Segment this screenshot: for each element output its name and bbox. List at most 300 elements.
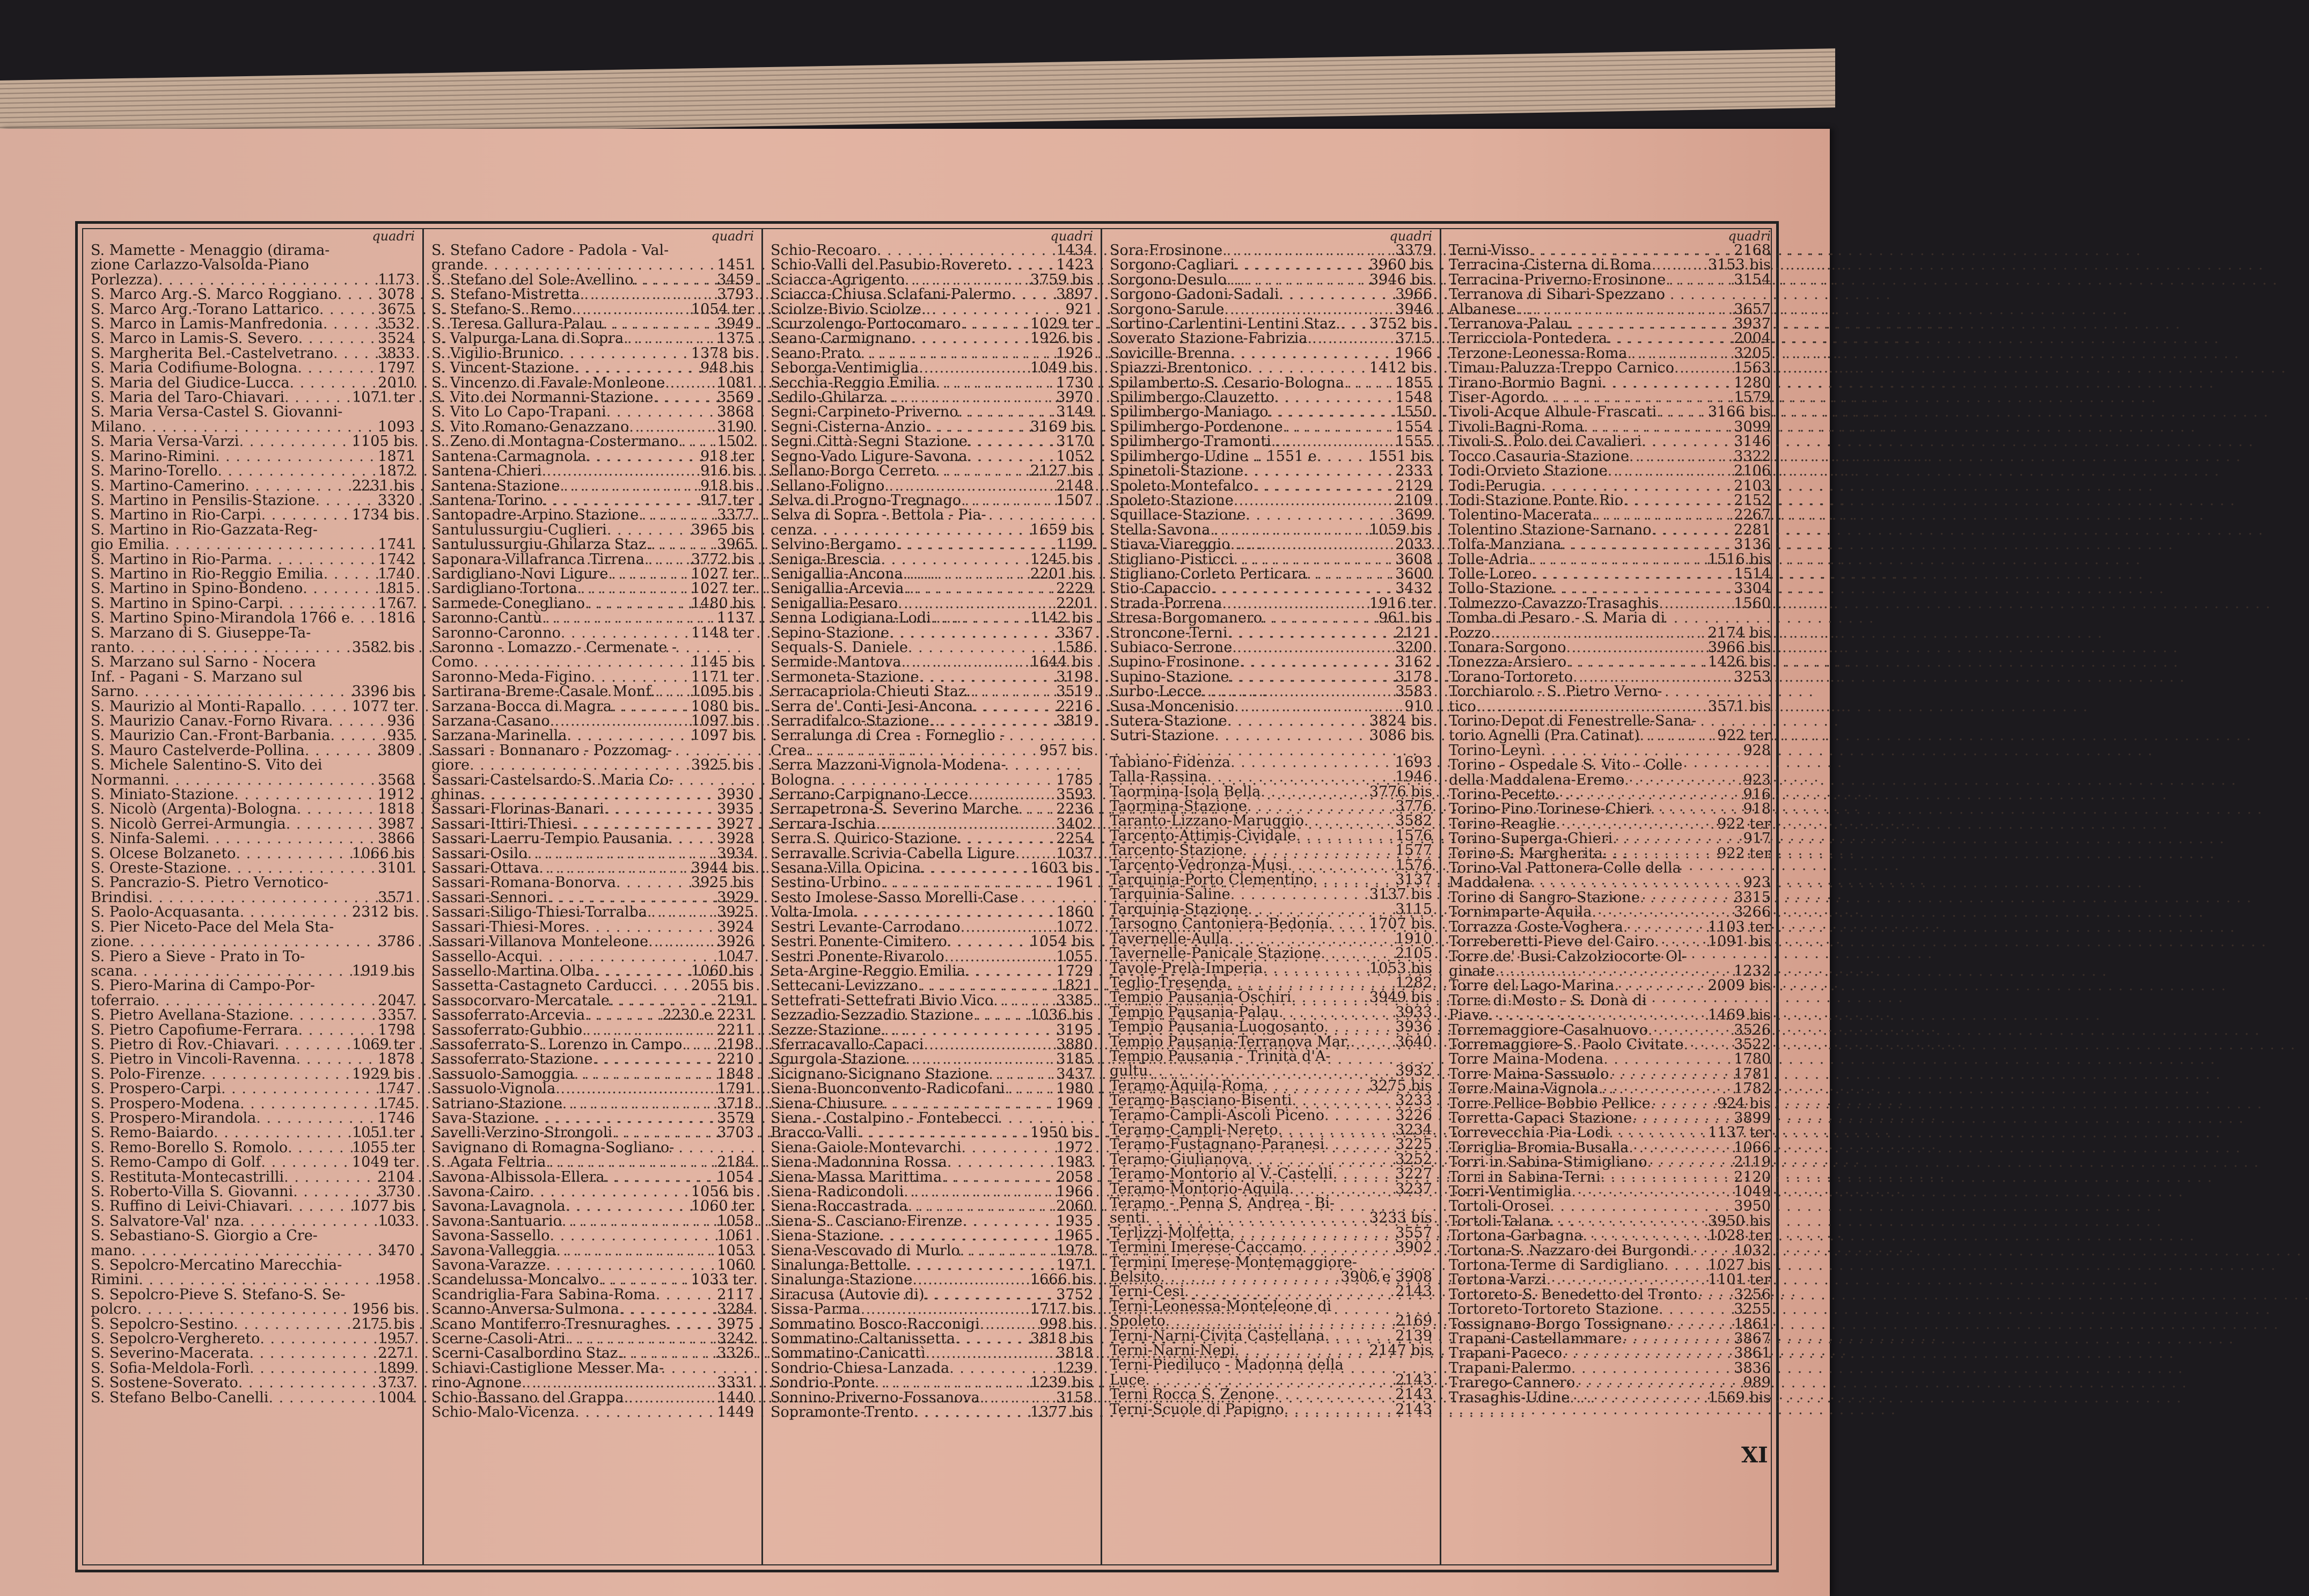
index-entry xyxy=(771,905,1093,919)
index-entry xyxy=(431,684,754,699)
leader-dots xyxy=(288,1199,350,1213)
index-entry xyxy=(1110,1064,1432,1078)
route-name: S. Stefano-Mistretta xyxy=(431,286,580,303)
index-entry xyxy=(1110,1373,1432,1387)
index-entry xyxy=(1110,1402,1432,1417)
leader-dots xyxy=(530,1184,689,1199)
map-square-number: 2106 xyxy=(1734,463,1771,480)
index-entry xyxy=(771,596,1093,611)
leader-dots xyxy=(1230,1226,1394,1240)
route-name: Sassari-Osilo xyxy=(431,845,527,862)
route-name: S. Nicolò Gerrei-Armungia xyxy=(91,815,286,832)
map-square-number: 3571 bis xyxy=(1707,698,1771,715)
route-name: Sciolze-Bivio Sciolze xyxy=(771,301,922,318)
leader-dots xyxy=(980,1390,1054,1405)
index-entry xyxy=(431,949,754,964)
map-square-number: 1971 xyxy=(1056,1257,1093,1274)
map-square-number: 3593 xyxy=(1056,786,1093,803)
leader-dots xyxy=(1656,405,1706,419)
map-square-number: 3326 xyxy=(717,1345,754,1362)
route-name: Savona-Sassello xyxy=(431,1227,550,1244)
route-name: Sgurgola-Stazione xyxy=(771,1051,906,1068)
index-entry xyxy=(771,1243,1093,1258)
route-name: Torre del Lago-Marina xyxy=(1449,977,1615,994)
leader-dots xyxy=(606,405,715,419)
route-name: Senigallia-Ancona xyxy=(771,565,903,582)
index-entry xyxy=(1110,1049,1432,1064)
leader-dots xyxy=(133,964,350,978)
leader-dots xyxy=(904,581,1054,596)
map-square-number: 3149 xyxy=(1056,404,1093,421)
leader-dots xyxy=(973,699,1054,714)
map-square-number: 3752 xyxy=(1056,1286,1093,1303)
index-entry xyxy=(1449,1111,1771,1125)
route-name: S. Marzano sul Sarno - Nocera xyxy=(91,654,316,671)
leader-dots xyxy=(1562,537,1732,552)
map-square-number: 2184 xyxy=(717,1154,754,1171)
map-square-number: 1972 xyxy=(1056,1139,1093,1156)
map-square-number: 3253 xyxy=(1734,668,1771,685)
route-name: Trasaghis-Udine xyxy=(1449,1389,1570,1406)
route-name: Tarcento-Stazione xyxy=(1110,842,1243,859)
map-square-number: 1054 ter xyxy=(691,301,754,318)
index-entry xyxy=(1449,376,1771,390)
map-square-number: 1871 xyxy=(378,448,415,465)
index-column-1 xyxy=(83,229,422,1564)
map-square-number: 2312 bis xyxy=(351,904,415,921)
index-entry xyxy=(1110,390,1432,405)
index-entry xyxy=(91,434,415,449)
map-square-number: 1659 bis xyxy=(1030,521,1093,538)
leader-dots xyxy=(1614,978,1705,993)
map-square-number: 3965 bis xyxy=(691,521,754,538)
index-entry xyxy=(431,743,754,758)
index-entry xyxy=(91,655,415,669)
leader-dots xyxy=(884,479,1054,493)
index-entry xyxy=(1110,1005,1432,1020)
leader-dots xyxy=(963,1214,1054,1228)
map-square-number: 922 ter xyxy=(1717,845,1771,862)
leader-dots xyxy=(968,787,1054,802)
route-name: Sommatino-Canicattì xyxy=(771,1345,926,1362)
route-name: Stresa-Borgomanero xyxy=(1110,610,1263,627)
index-entry xyxy=(431,964,754,978)
map-square-number: 910 xyxy=(1404,698,1432,715)
leader-dots xyxy=(1592,905,1732,919)
leader-dots xyxy=(522,1375,715,1390)
map-square-number: 3936 xyxy=(1395,1019,1432,1036)
route-name: Schio-Bassano del Grappa xyxy=(431,1389,624,1406)
map-square-number: 2120 xyxy=(1734,1168,1771,1185)
leader-dots xyxy=(205,831,376,846)
map-square-number: 3759 bis xyxy=(1030,271,1093,288)
index-entry xyxy=(1449,787,1771,802)
route-name: Tempio Pausania-Terranova Mar. xyxy=(1110,1033,1351,1050)
leader-dots xyxy=(908,1199,1054,1213)
leader-dots xyxy=(546,1155,715,1169)
leader-dots xyxy=(1321,946,1393,961)
route-name: Torre Maina-Vignola xyxy=(1449,1080,1599,1097)
map-square-number: 1741 xyxy=(378,536,415,553)
map-square-number: 3200 xyxy=(1395,639,1432,656)
route-name: Teramo - Penna S. Andrea - Bi- xyxy=(1110,1195,1335,1212)
map-square-number: 3459 xyxy=(717,271,754,288)
index-entry xyxy=(771,846,1093,861)
map-square-number: 1926 bis xyxy=(1030,330,1093,347)
route-name: Torchiarolo - S. Pietro Verno- xyxy=(1449,683,1662,700)
index-entry xyxy=(91,1096,415,1111)
leader-dots xyxy=(1262,611,1376,625)
index-entry xyxy=(1110,1108,1432,1123)
index-entry xyxy=(431,464,754,478)
leader-dots xyxy=(1489,1008,1706,1022)
route-name: Seano-Prato xyxy=(771,345,861,362)
leader-dots xyxy=(965,964,1054,978)
index-entry xyxy=(1449,243,1771,258)
leader-dots xyxy=(1227,976,1393,990)
index-entry xyxy=(1110,843,1432,858)
index-entry xyxy=(1110,420,1432,434)
index-entry xyxy=(771,1199,1093,1213)
leader-dots xyxy=(1651,1096,1715,1111)
index-entry xyxy=(1449,949,1771,964)
route-name: Santena-Stazione xyxy=(431,477,560,494)
index-entry xyxy=(431,1405,754,1419)
route-name: Tortoreto-S. Benedetto del Tronto xyxy=(1449,1286,1698,1303)
index-entry xyxy=(1449,479,1771,493)
index-entry xyxy=(1110,331,1432,346)
route-name: Teramo-Giulianova xyxy=(1110,1151,1248,1168)
index-entry xyxy=(771,581,1093,596)
leader-dots xyxy=(575,1405,715,1419)
route-name: Sartirana-Breme-Casale Monf. xyxy=(431,683,655,700)
index-entry xyxy=(1110,479,1432,493)
index-entry xyxy=(431,831,754,846)
route-name: S. Marzano di S. Giuseppe-Ta- xyxy=(91,624,311,641)
index-entry xyxy=(91,243,415,258)
index-entry xyxy=(431,361,754,375)
route-name: Serralunga di Crea - Forneglio - xyxy=(771,727,1005,744)
map-square-number: 1747 xyxy=(378,1080,415,1097)
index-entry xyxy=(91,273,415,287)
map-square-number: 3866 xyxy=(378,830,415,847)
route-name: Terni-Visso xyxy=(1449,242,1529,259)
leader-dots xyxy=(134,684,350,699)
route-name: Bracco-Valli xyxy=(771,1124,857,1141)
map-square-number: 2109 xyxy=(1395,492,1432,509)
map-square-number: 1780 xyxy=(1734,1051,1771,1068)
route-name: Siena-Roccastrada xyxy=(771,1198,908,1215)
route-name: Sorgono-Sarule xyxy=(1110,301,1225,318)
map-square-number: 3730 xyxy=(378,1183,415,1200)
leader-dots xyxy=(1562,1346,1732,1360)
route-name: S. Maurizio Canav.-Forno Rivara xyxy=(91,713,329,729)
leader-dots xyxy=(1607,331,1732,346)
map-square-number: 1060 ter xyxy=(691,1198,754,1215)
map-square-number: 1077 ter xyxy=(351,698,415,715)
route-name: S. Piero a Sieve - Prato in To- xyxy=(91,948,305,965)
index-entry xyxy=(1110,714,1432,728)
map-square-number: 1507 xyxy=(1056,492,1093,509)
leader-dots xyxy=(1608,464,1732,478)
route-name: Settefrati-Settefrati Bivio Vico xyxy=(771,992,994,1009)
route-name: Saronno - Lomazzo - Cermenate - xyxy=(431,639,677,656)
leader-dots xyxy=(1568,317,1732,331)
leader-dots xyxy=(1210,523,1367,537)
route-name: Sezze-Stazione xyxy=(771,1021,881,1038)
route-name: Sarzana-Bocca di Magra xyxy=(431,698,612,715)
map-square-number: 1027 ter xyxy=(691,565,754,582)
index-entry xyxy=(91,1184,415,1199)
leader-dots xyxy=(1647,1155,1732,1169)
map-square-number: 3322 xyxy=(1734,448,1771,465)
map-square-number: 3776 xyxy=(1395,798,1432,815)
index-entry xyxy=(91,1375,415,1390)
leader-dots xyxy=(1566,640,1706,655)
map-square-number: 918 xyxy=(1743,801,1771,818)
leader-dots xyxy=(572,817,715,831)
map-square-number: 1054 bis xyxy=(1030,933,1093,950)
index-entry xyxy=(431,611,754,625)
route-name: Sopramonte-Trento xyxy=(771,1404,914,1421)
route-name: S. Marco in Lamis-Manfredonia xyxy=(91,316,323,333)
leader-dots xyxy=(240,1214,376,1228)
index-entry xyxy=(1449,699,1771,714)
map-square-number: 2058 xyxy=(1056,1168,1093,1185)
leader-dots xyxy=(474,655,689,669)
leader-dots xyxy=(925,420,1028,434)
index-entry xyxy=(1449,1331,1771,1346)
index-entry xyxy=(1110,287,1432,302)
index-entry xyxy=(91,626,415,640)
leader-dots xyxy=(562,1214,715,1228)
index-entry xyxy=(431,1302,754,1316)
route-name: Torino di Sangro-Stazione xyxy=(1449,889,1640,906)
route-name: Porlezza) xyxy=(91,271,158,288)
map-square-number: 1199 xyxy=(1056,536,1093,553)
index-entry xyxy=(1449,1258,1771,1272)
index-entry xyxy=(1449,1361,1771,1375)
route-name: S. Pietro Capofiume-Ferrara xyxy=(91,1021,298,1038)
leader-dots xyxy=(1292,990,1367,1005)
map-square-number: 2143 xyxy=(1395,1283,1432,1300)
route-name: Saponara-Villafranca Tirrena xyxy=(431,551,644,568)
route-name: Scano Montiferro-Tresnuraghes xyxy=(431,1315,666,1333)
index-entry xyxy=(431,1155,754,1169)
index-entry xyxy=(1110,961,1432,976)
route-name: Taranto-Lizzano-Maruggio xyxy=(1110,812,1304,830)
map-square-number: 1171 ter xyxy=(691,668,754,685)
index-entry xyxy=(771,1390,1093,1405)
map-square-number: 3819 xyxy=(1056,713,1093,729)
map-square-number: 3926 xyxy=(717,933,754,950)
index-entry xyxy=(91,846,415,861)
index-entry xyxy=(771,670,1093,684)
index-entry xyxy=(431,993,754,1008)
index-entry xyxy=(1449,464,1771,478)
index-entry xyxy=(431,523,754,537)
route-name: gio Emilia xyxy=(91,536,165,553)
map-square-number: 3154 xyxy=(1734,271,1771,288)
index-entry xyxy=(771,390,1093,405)
index-entry xyxy=(431,331,754,346)
column-header: quadri xyxy=(372,229,415,244)
leader-dots xyxy=(290,376,376,390)
index-entry xyxy=(431,699,754,714)
index-entry xyxy=(91,728,415,743)
index-column-2 xyxy=(422,229,761,1564)
map-square-number: 3930 xyxy=(717,786,754,803)
map-square-number: 2254 xyxy=(1056,830,1093,847)
index-entry xyxy=(91,611,415,625)
leader-dots xyxy=(1228,626,1394,640)
map-square-number: 3377 xyxy=(717,507,754,524)
route-name: S. Vigilio-Brunico xyxy=(431,345,560,362)
index-entry xyxy=(1110,1240,1432,1255)
index-entry xyxy=(1449,390,1771,405)
index-entry xyxy=(91,831,415,846)
leader-dots xyxy=(245,479,350,493)
leader-dots xyxy=(980,1317,1037,1331)
map-square-number: 1072 xyxy=(1056,918,1093,935)
leader-dots xyxy=(138,1272,376,1287)
map-square-number: 1051 ter xyxy=(351,1124,415,1141)
leader-dots xyxy=(303,581,376,596)
index-entry xyxy=(771,552,1093,567)
index-entry xyxy=(771,1052,1093,1066)
leader-dots xyxy=(1550,1199,1732,1213)
map-square-number: 1449 xyxy=(717,1404,754,1421)
index-entry xyxy=(1449,1037,1771,1052)
route-name: Savona-Cairo xyxy=(431,1183,530,1200)
map-square-number: 1554 xyxy=(1395,418,1432,435)
route-name: Selva di Progno-Tregnago xyxy=(771,492,962,509)
index-entry xyxy=(771,449,1093,464)
index-entry xyxy=(1110,946,1432,961)
leader-dots xyxy=(215,449,376,464)
index-entry xyxy=(1449,552,1771,567)
route-name: Tossignano-Borgo Tossignano xyxy=(1449,1315,1667,1333)
route-name: Trapani-Palermo xyxy=(1449,1359,1571,1377)
map-square-number: 3675 xyxy=(378,301,415,318)
index-entry xyxy=(771,1258,1093,1272)
index-entry xyxy=(91,508,415,522)
index-entry xyxy=(1110,243,1432,258)
leader-dots xyxy=(1622,1331,1732,1346)
map-square-number: 2267 xyxy=(1734,507,1771,524)
route-name: Terni-Leonessa-Monteleone di xyxy=(1110,1298,1332,1315)
map-square-number: 3966 bis xyxy=(1707,639,1771,656)
map-square-number: 1480 bis xyxy=(691,595,754,612)
route-name: Schiavi-Castiglione Messer Ma- xyxy=(431,1359,664,1377)
route-name: Siena-Buonconvento-Radicofani xyxy=(771,1080,1005,1097)
route-name: Sestino-Urbino xyxy=(771,874,881,891)
map-square-number: 3793 xyxy=(717,286,754,303)
index-entry xyxy=(431,1170,754,1184)
map-square-number: 3737 xyxy=(378,1374,415,1392)
index-entry xyxy=(431,1258,754,1272)
leader-dots xyxy=(944,949,1054,964)
index-entry xyxy=(1449,978,1771,993)
map-square-number: 3198 xyxy=(1056,668,1093,685)
index-entry xyxy=(1449,361,1771,375)
index-entry xyxy=(771,890,1093,905)
map-square-number: 2004 xyxy=(1734,330,1771,347)
index-entry xyxy=(1110,873,1432,887)
route-name: Supino-Frosinone xyxy=(1110,654,1240,671)
route-name: Spilimbergo-Pordenone xyxy=(1110,418,1283,435)
leader-dots xyxy=(256,1111,376,1125)
route-name: Torrevecchia Pia-Lodi xyxy=(1449,1124,1609,1141)
route-name: Sellano-Foligno xyxy=(771,477,885,494)
index-entry xyxy=(771,714,1093,728)
leader-dots xyxy=(971,684,1054,699)
leader-dots xyxy=(1007,258,1054,272)
map-square-number: 916 xyxy=(1743,786,1771,803)
index-entry xyxy=(1449,581,1771,596)
leader-dots xyxy=(1566,655,1706,669)
route-name: Serrapetrona-S. Severino Marche xyxy=(771,801,1018,818)
index-entry xyxy=(91,420,415,434)
index-entry xyxy=(771,479,1093,493)
route-name: Siena-Massa Marittima xyxy=(771,1168,942,1185)
route-name: Tavole-Prelà-Imperia xyxy=(1110,960,1263,977)
index-entry xyxy=(431,875,754,890)
map-square-number: 1910 xyxy=(1395,930,1432,947)
leader-dots xyxy=(1211,581,1394,596)
leader-dots xyxy=(901,655,1028,669)
map-square-number: 998 bis xyxy=(1039,1315,1093,1333)
map-square-number: 3396 bis xyxy=(351,683,415,700)
route-name: Torino-Reaglie xyxy=(1449,815,1556,832)
index-entry xyxy=(771,1361,1093,1375)
map-square-number: 3582 xyxy=(1395,812,1432,830)
leader-dots xyxy=(666,1317,715,1331)
route-name: Sassari-Villanova Monteleone xyxy=(431,933,649,950)
index-column-5 xyxy=(1440,229,1778,1564)
map-square-number: 2210 xyxy=(717,1051,754,1068)
leader-dots xyxy=(678,434,715,449)
map-square-number: 1056 bis xyxy=(691,1183,754,1200)
route-name: Tolentino Stazione-Sarnano xyxy=(1449,521,1652,538)
leader-dots xyxy=(634,273,715,287)
route-name: S. Nicolò (Argenta)-Bologna xyxy=(91,801,297,818)
section-gap xyxy=(1110,743,1432,755)
map-square-number: 1036 bis xyxy=(1030,1007,1093,1024)
map-square-number: 2117 xyxy=(717,1286,754,1303)
route-name: Tarcento-Attimis-Cividale xyxy=(1110,827,1296,844)
index-entry xyxy=(1110,1284,1432,1299)
index-entry xyxy=(1110,1167,1432,1181)
route-name: Sorgono-Gadoni-Sadali xyxy=(1110,286,1279,303)
route-name: Stroncone-Terni xyxy=(1110,624,1228,641)
leader-dots xyxy=(1313,873,1394,887)
route-name: Spoleto-Montefalco xyxy=(1110,477,1254,494)
map-square-number: 1061 xyxy=(717,1227,754,1244)
route-name: Trapani-Paceco xyxy=(1449,1345,1563,1362)
leader-dots xyxy=(240,905,350,919)
index-entry xyxy=(771,567,1093,581)
route-name: grande xyxy=(431,257,483,274)
route-name: Sesana-Villa Opicina xyxy=(771,860,921,877)
route-name: S. Sepolcro-Pieve S. Stefano-S. Se- xyxy=(91,1286,346,1303)
route-name: Spoleto xyxy=(1110,1313,1166,1330)
leader-dots xyxy=(350,611,376,625)
route-name: Torino-Depot di Fenestrelle-Sana- xyxy=(1449,713,1697,729)
leader-dots xyxy=(580,287,715,302)
index-entry xyxy=(1110,976,1432,990)
index-entry xyxy=(771,1111,1093,1125)
